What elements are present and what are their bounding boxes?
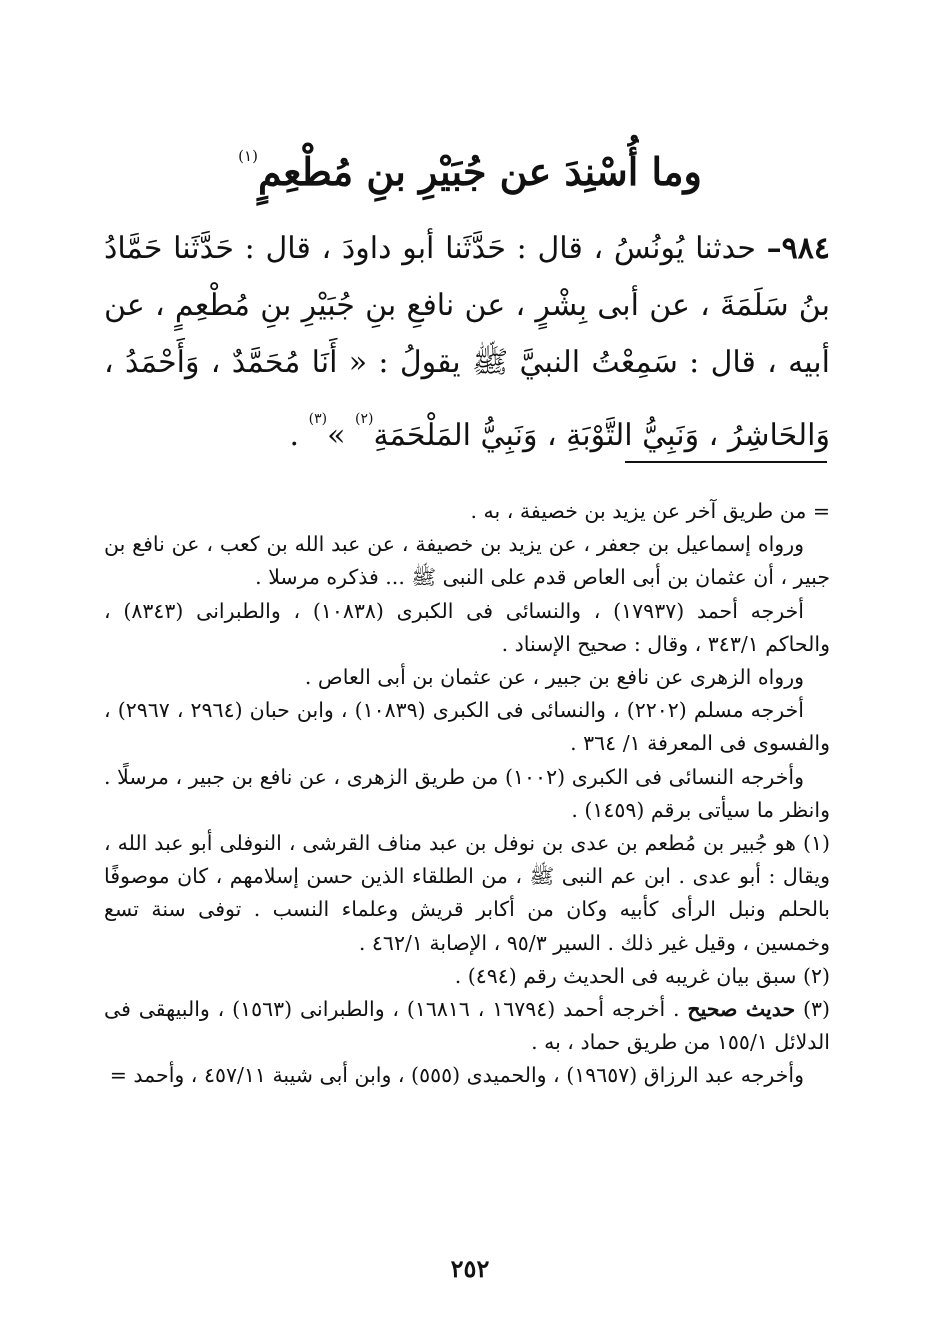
footnote-continuation: = من طريق آخر عن يزيد بن خصيفة ، به . bbox=[470, 499, 830, 523]
title-footnote-ref: (١) bbox=[238, 147, 258, 165]
hadith-text bbox=[104, 220, 830, 464]
footnote-ref-2: (٢) bbox=[354, 411, 374, 427]
page-number: ٢٥٢ bbox=[450, 1254, 490, 1283]
section-title bbox=[120, 128, 820, 200]
footnote-ref-3: (٣) bbox=[308, 411, 328, 427]
footnote-3-grading: حديث صحيح bbox=[687, 997, 796, 1022]
section-title-text: وما أُسْنِدَ عن جُبَيْرِ بنِ مُطْعِمٍ bbox=[257, 149, 702, 194]
hadith-end: . bbox=[289, 418, 309, 453]
footnote-paragraph: وأخرجه النسائى فى الكبرى (١٠٠٢) من طريق الزهرى ، عن نافع بن جبير ، مرسلًا . وانظر ما سيأتى برقم (١٤٥٩) . bbox=[104, 764, 830, 822]
footnotes bbox=[104, 495, 830, 1093]
hadith-quote-close: » bbox=[327, 418, 355, 453]
footnote-2: (٢) سبق بيان غريبه فى الحديث رقم (٤٩٤) . bbox=[454, 963, 830, 988]
footnote-3-marker: (٣) bbox=[795, 997, 831, 1022]
footnote-3 bbox=[104, 993, 830, 1059]
footnote-1: (١) هو جُبير بن مُطعم بن عدى بن نوفل بن عبد مناف القرشى ، النوفلى أبو عبد الله ، ويقال : أبو عدى . ابن عم النبى ﷺ ، من الطلقاء الذين حسن إسلامهم ، كان موصوفًا بالحلم ونبل الرأى كأبيه وكان من أكابر قريش وعلماء النسب . توفى سنة تسع وخمسين ، وقيل غير ذلك . السير ٩٥/٣ ، الإصابة ٤٦٢/١ . bbox=[104, 831, 830, 955]
hadith-body: حدثنا يُونُسُ ، قال : حَدَّثَنا أبو داودَ ، قال : حَدَّثَنا حَمَّادُ بنُ سَلَمَةَ ، عن أبى بِشْرٍ ، عن نافعِ بنِ جُبَيْرِ بنِ مُطْعِمٍ ، عن أبيه ، قال : سَمِعْتُ النبيَّ ﷺ يقولُ : « أَنَا مُحَمَّدٌ ، وَأَحْمَدُ ، وَالحَاشِرُ ، وَنَبِيُّ التَّوْبَةِ ، وَنَبِيُّ المَلْحَمَةِ bbox=[104, 231, 830, 453]
footnote-paragraph: وأخرجه عبد الرزاق (١٩٦٥٧) ، والحميدى (٥٥٥) ، وابن أبى شيبة ٤٥٧/١١ ، وأحمد = bbox=[109, 1063, 804, 1088]
footnote-paragraph: أخرجه أحمد (١٧٩٣٧) ، والنسائى فى الكبرى (١٠٨٣٨) ، والطبرانى (٨٣٤٣) ، والحاكم ٣٤٣/١ ، وقال : صحيح الإسناد . bbox=[104, 598, 830, 656]
footnote-separator bbox=[625, 461, 827, 463]
hadith-number: ٩٨٤– bbox=[766, 231, 830, 266]
footnote-paragraph: ورواه الزهرى عن نافع بن جبير ، عن عثمان بن أبى العاص . bbox=[304, 665, 804, 690]
footnote-paragraph: أخرجه مسلم (٢٢٠٢) ، والنسائى فى الكبرى (١٠٨٣٩) ، وابن حبان (٢٩٦٤ ، ٢٩٦٧) ، والفسوى فى المعرفة ١/ ٣٦٤ . bbox=[104, 698, 830, 756]
footnote-paragraph: ورواه إسماعيل بن جعفر ، عن يزيد بن خصيفة ، عن عبد الله بن كعب ، عن نافع بن جبير ، أن عثمان بن أبى العاص قدم على النبى ﷺ ... فذكره مرسلا . bbox=[104, 532, 830, 590]
footnote-3-text: . أخرجه أحمد (١٦٧٩٤ ، ١٦٨١٦) ، والطبرانى (١٥٦٣) ، والبيهقى فى الدلائل ١٥٥/١ من طريق حماد ، به . bbox=[104, 997, 830, 1055]
